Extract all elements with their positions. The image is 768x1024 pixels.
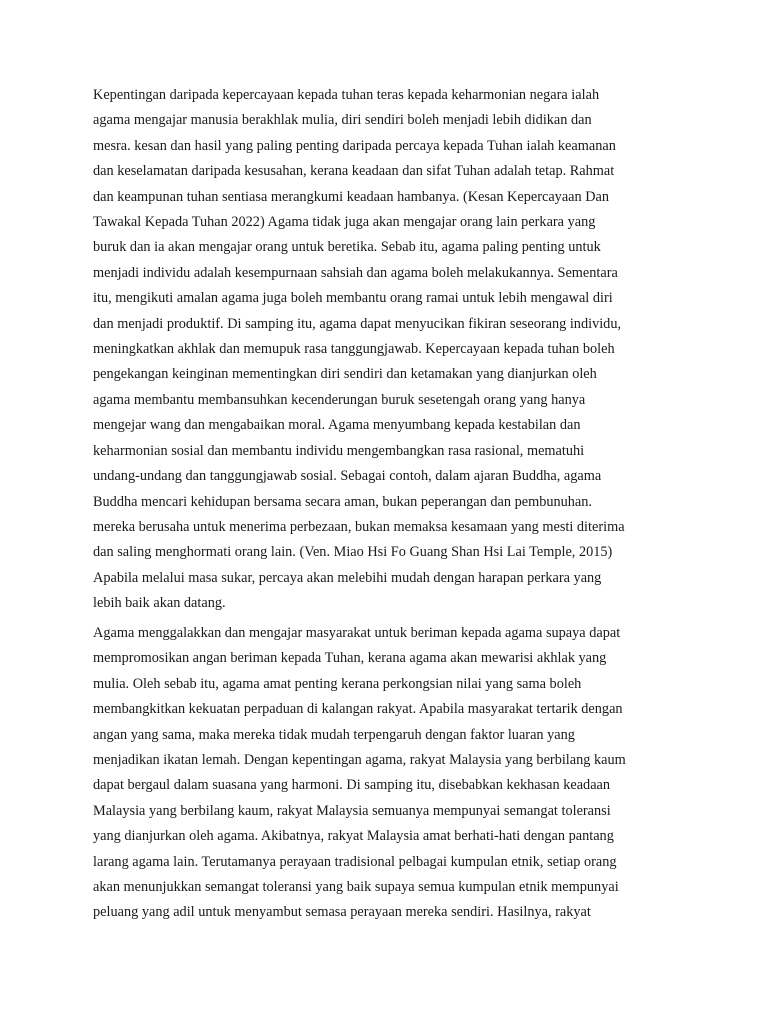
paragraph-2: [93, 621, 693, 926]
text-line: menjadi individu adalah kesempurnaan sahsiah dan agama boleh melakukannya. Sementara: [93, 264, 618, 281]
text-line: Agama menggalakkan dan mengajar masyarakat untuk beriman kepada agama supaya dapat: [93, 625, 621, 641]
text-line: mengejar wang dan mengabaikan moral. Agama menyumbang kepada kestabilan dan: [93, 417, 581, 434]
text-line: dan menjadi produktif. Di samping itu, agama dapat menyucikan fikiran seseorang individu,: [93, 315, 622, 332]
paragraph-1: [93, 83, 693, 617]
text-line: Buddha mencari kehidupan bersama secara aman, bukan peperangan dan pembunuhan.: [93, 493, 593, 510]
text-line: peluang yang adil untuk menyambut semasa perayaan mereka sendiri. Hasilnya, rakyat: [93, 904, 591, 921]
text-line: Kepentingan daripada kepercayaan kepada tuhan teras kepada keharmonian negara ialah: [93, 87, 600, 103]
text-line: mulia. Oleh sebab itu, agama amat penting kerana perkongsian nilai yang sama boleh: [93, 675, 582, 692]
text-line: keharmonian sosial dan membantu individu mengembangkan rasa rasional, mematuhi: [93, 442, 585, 459]
text-line: dan keselamatan daripada kesusahan, kerana keadaan dan sifat Tuhan adalah tetap. Rahmat: [93, 163, 615, 180]
text-line: mempromosikan angan beriman kepada Tuhan, kerana agama akan mewarisi akhlak yang: [93, 650, 607, 667]
text-line: agama membantu membansuhkan kecenderungan buruk sesetengah orang yang hanya: [93, 391, 586, 408]
text-line: agama mengajar manusia berakhlak mulia, diri sendiri boleh menjadi lebih didikan dan: [93, 112, 592, 129]
text-line: membangkitkan kekuatan perpaduan di kalangan rakyat. Apabila masyarakat tertarik dengan: [93, 701, 623, 718]
text-line: larang agama lain. Terutamanya perayaan tradisional pelbagai kumpulan etnik, setiap orang: [93, 853, 617, 870]
text-line: lebih baik akan datang.: [93, 595, 226, 612]
text-line: dan saling menghormati orang lain. (Ven. Miao Hsi Fo Guang Shan Hsi Lai Temple, 2015): [93, 544, 613, 561]
text-line: Tawakal Kepada Tuhan 2022) Agama tidak juga akan mengajar orang lain perkara yang: [93, 214, 596, 231]
text-line: dan keampunan tuhan sentiasa merangkumi keadaan hambanya. (Kesan Kepercayaan Dan: [93, 188, 610, 205]
text-line: Apabila melalui masa sukar, percaya akan melebihi mudah dengan harapan perkara yang: [93, 569, 602, 586]
text-line: mereka berusaha untuk menerima perbezaan, bukan memaksa kesamaan yang mesti diterima: [93, 518, 625, 535]
text-line: dapat bergaul dalam suasana yang harmoni. Di samping itu, disebabkan kekhasan keadaan: [93, 777, 611, 794]
text-line: itu, mengikuti amalan agama juga boleh membantu orang ramai untuk lebih mengawal diri: [93, 290, 613, 307]
text-line: undang-undang dan tanggungjawab sosial. Sebagai contoh, dalam ajaran Buddha, agama: [93, 468, 602, 485]
text-line: pengekangan keinginan mementingkan diri sendiri dan ketamakan yang dianjurkan oleh: [93, 366, 597, 383]
text-line: Malaysia yang berbilang kaum, rakyat Malaysia semuanya mempunyai semangat toleransi: [93, 802, 611, 819]
text-line: mesra. kesan dan hasil yang paling penting daripada percaya kepada Tuhan ialah keamanan: [93, 137, 616, 154]
text-line: menjadikan ikatan lemah. Dengan kepentingan agama, rakyat Malaysia yang berbilang kaum: [93, 752, 626, 769]
text-line: angan yang sama, maka mereka tidak mudah terpengaruh dengan faktor luaran yang: [93, 726, 575, 743]
text-line: akan menunjukkan semangat toleransi yang baik supaya semua kumpulan etnik mempunyai: [93, 879, 619, 896]
text-line: yang dianjurkan oleh agama. Akibatnya, rakyat Malaysia amat berhati-hati dengan pantang: [93, 828, 614, 845]
text-line: buruk dan ia akan mengajar orang untuk beretika. Sebab itu, agama paling penting untuk: [93, 239, 601, 256]
text-line: meningkatkan akhlak dan memupuk rasa tanggungjawab. Kepercayaan kepada tuhan boleh: [93, 341, 615, 358]
